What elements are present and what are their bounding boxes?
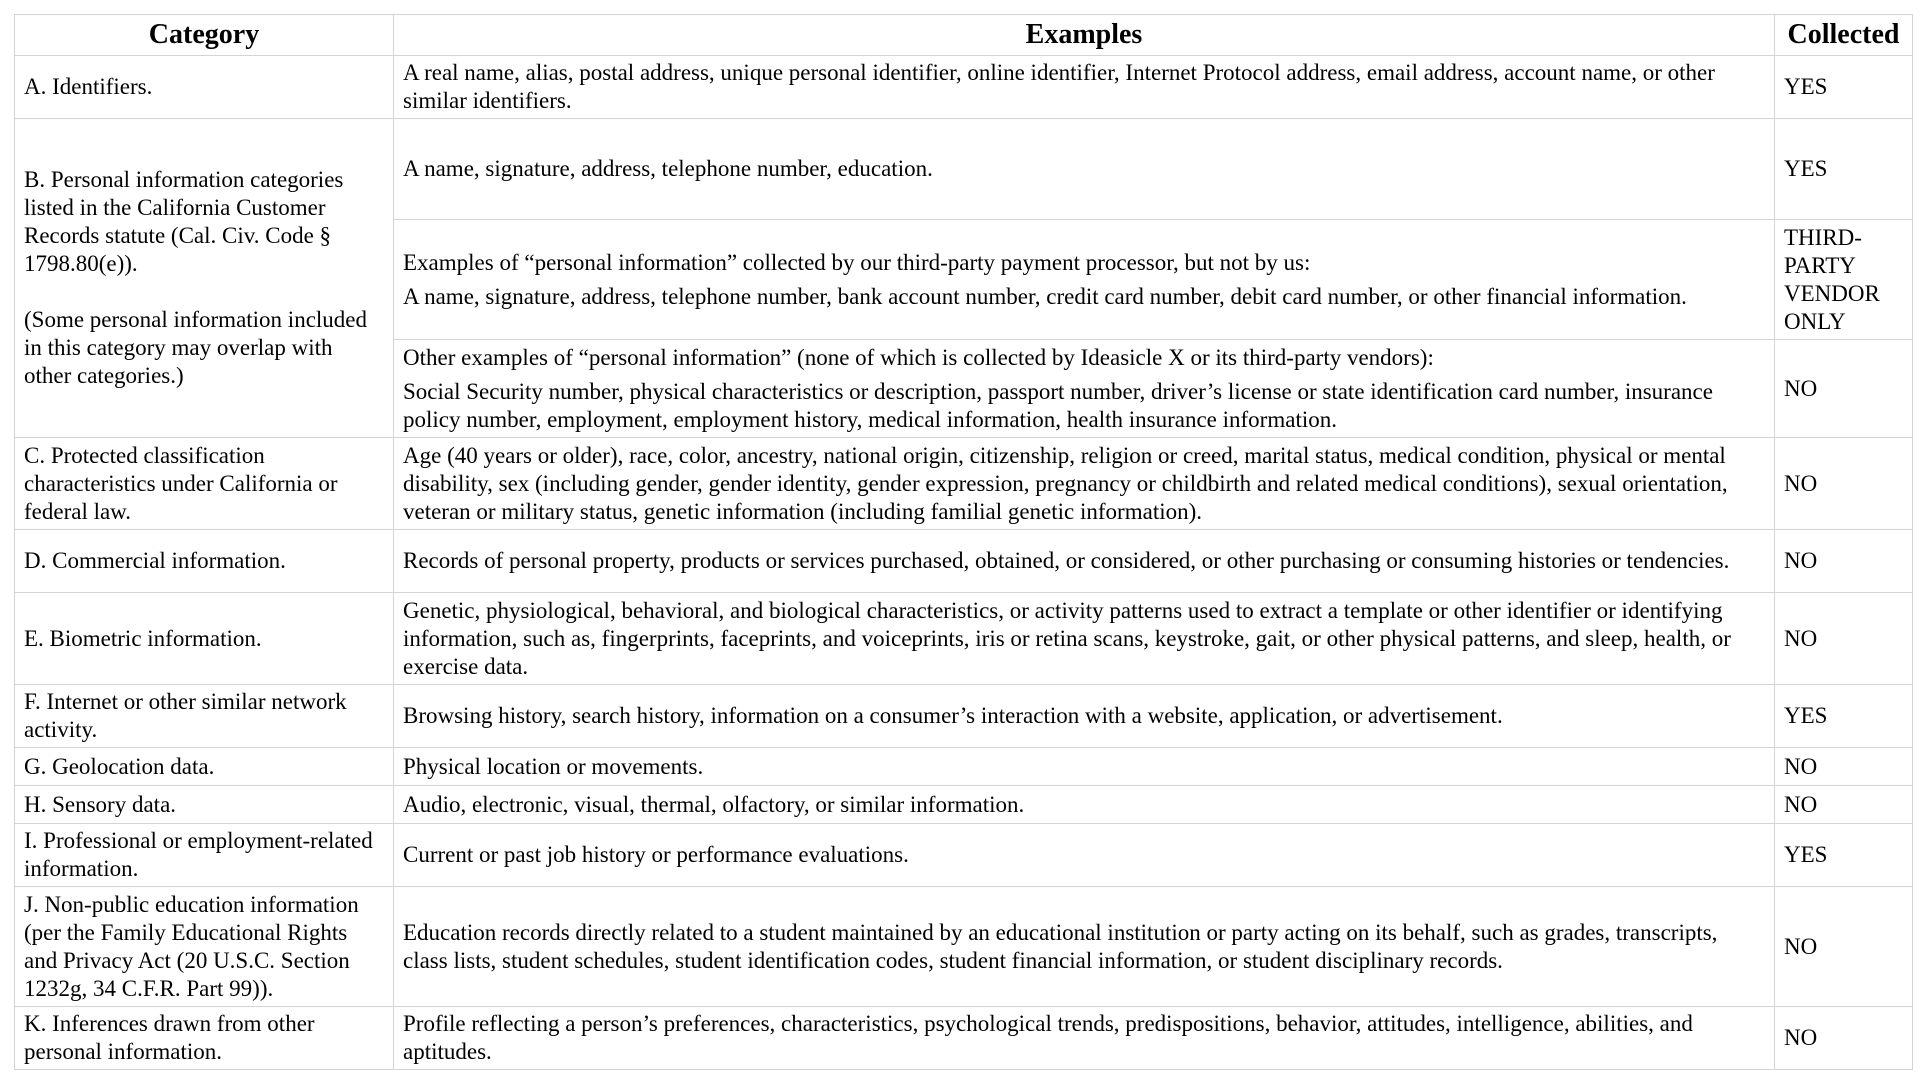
collected-cell: YES [1775, 824, 1913, 887]
examples-cell [394, 220, 1775, 340]
collected-cell: NO [1775, 593, 1913, 685]
category-cell: D. Commercial information. [15, 530, 394, 593]
examples-cell: Browsing history, search history, information on a consumer’s interaction with a website, application, or advertisement. [394, 685, 1775, 748]
category-cell: C. Protected classification characteristics under California or federal law. [15, 438, 394, 530]
table-row [15, 887, 1913, 1007]
header-category: Category [15, 15, 394, 56]
examples-cell: Audio, electronic, visual, thermal, olfactory, or similar information. [394, 786, 1775, 824]
examples-cell: Age (40 years or older), race, color, ancestry, national origin, citizenship, religion or creed, marital status, medical condition, physical or mental disability, sex (including gender, gender identity, gender expression, pregnancy or childbirth and related medical conditions), sexual orientation, veteran or military status, genetic information (including familial genetic information). [394, 438, 1775, 530]
examples-cell [394, 340, 1775, 438]
examples-lead: Other examples of “personal information” (none of which is collected by Ideasicle X or its third-party vendors): [403, 344, 1434, 370]
category-cell: J. Non-public education information (per the Family Educational Rights and Privacy Act (20 U.S.C. Section 1232g, 34 C.F.R. Part 99)). [15, 887, 394, 1007]
header-row [15, 15, 1913, 56]
table-row [15, 593, 1913, 685]
collected-cell: NO [1775, 530, 1913, 593]
category-cell: K. Inferences drawn from other personal information. [15, 1007, 394, 1070]
category-cell: G. Geolocation data. [15, 748, 394, 786]
category-cell: I. Professional or employment-related information. [15, 824, 394, 887]
collected-cell: THIRD-PARTY VENDOR ONLY [1775, 220, 1913, 340]
examples-cell: Records of personal property, products or services purchased, obtained, or considered, or other purchasing or consuming histories or tendencies. [394, 530, 1775, 593]
collected-cell: NO [1775, 1007, 1913, 1070]
collected-cell: YES [1775, 56, 1913, 119]
category-cell: F. Internet or other similar network activity. [15, 685, 394, 748]
table-row [15, 530, 1913, 593]
table-row [15, 748, 1913, 786]
collected-cell: NO [1775, 438, 1913, 530]
examples-cell: A real name, alias, postal address, unique personal identifier, online identifier, Internet Protocol address, email address, account name, or other similar identifiers. [394, 56, 1775, 119]
collected-cell: NO [1775, 786, 1913, 824]
table-row [15, 438, 1913, 530]
examples-cell: Genetic, physiological, behavioral, and biological characteristics, or activity patterns used to extract a template or other identifier or identifying information, such as, fingerprints, faceprints, and voiceprints, iris or retina scans, keystroke, gait, or other physical patterns, and sleep, health, or exercise data. [394, 593, 1775, 685]
collected-cell: YES [1775, 119, 1913, 220]
examples-lead: Examples of “personal information” collected by our third-party payment processor, but not by us: [403, 249, 1311, 275]
examples-cell: Physical location or movements. [394, 748, 1775, 786]
table-row [15, 56, 1913, 119]
header-collected: Collected [1775, 15, 1913, 56]
collected-cell: NO [1775, 748, 1913, 786]
examples-text: A name, signature, address, telephone number, bank account number, credit card number, debit card number, or other financial information. [403, 283, 1687, 309]
personal-information-table [14, 14, 1913, 1070]
category-cell: A. Identifiers. [15, 56, 394, 119]
category-note: (Some personal information included in this category may overlap with other categories.) [24, 307, 368, 388]
table-row [15, 824, 1913, 887]
collected-cell: NO [1775, 340, 1913, 438]
examples-cell: A name, signature, address, telephone number, education. [394, 119, 1775, 220]
table-row [15, 1007, 1913, 1070]
category-text: B. Personal information categories listed in the California Customer Records statute (Cal. Civ. Code § 1798.80(e)). [24, 167, 344, 276]
category-cell: H. Sensory data. [15, 786, 394, 824]
collected-cell: YES [1775, 685, 1913, 748]
header-examples: Examples [394, 15, 1775, 56]
examples-text: Social Security number, physical characteristics or description, passport number, driver’s license or state identification card number, insurance policy number, employment, employment history, medical information, health insurance information. [403, 378, 1713, 432]
examples-cell: Profile reflecting a person’s preferences, characteristics, psychological trends, predispositions, behavior, attitudes, intelligence, abilities, and aptitudes. [394, 1007, 1775, 1070]
category-cell: E. Biometric information. [15, 593, 394, 685]
examples-cell: Current or past job history or performance evaluations. [394, 824, 1775, 887]
page [14, 14, 1912, 1070]
table-row [15, 119, 1913, 220]
category-cell [15, 119, 394, 438]
examples-cell: Education records directly related to a student maintained by an educational institution or party acting on its behalf, such as grades, transcripts, class lists, student schedules, student identification codes, student financial information, or student disciplinary records. [394, 887, 1775, 1007]
table-row [15, 685, 1913, 748]
table-row [15, 786, 1913, 824]
collected-cell: NO [1775, 887, 1913, 1007]
